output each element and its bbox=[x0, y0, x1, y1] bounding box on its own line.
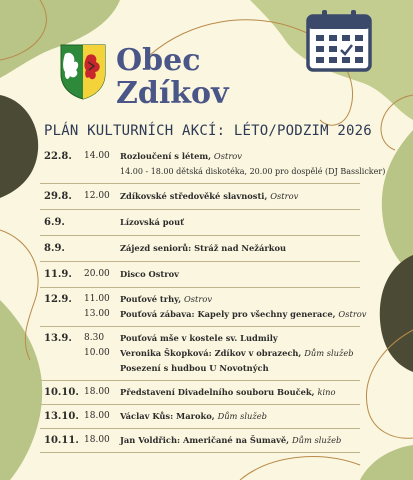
event-time: 10.00 bbox=[84, 348, 110, 358]
event-place: Ostrov bbox=[270, 191, 299, 201]
event-title bbox=[120, 433, 341, 448]
town-name-line1: Obec bbox=[116, 43, 201, 78]
event-title bbox=[120, 241, 286, 256]
event-line bbox=[40, 189, 360, 204]
event-row bbox=[40, 236, 360, 262]
event-date: 10.10. bbox=[44, 387, 79, 398]
event-date: 29.8. bbox=[44, 191, 72, 202]
event-row bbox=[40, 288, 367, 327]
coat-of-arms-icon bbox=[60, 44, 106, 100]
event-title bbox=[120, 189, 298, 204]
event-line bbox=[40, 215, 360, 230]
event-row bbox=[40, 327, 360, 381]
event-title-text: Disco Ostrov bbox=[120, 269, 179, 279]
event-row bbox=[40, 405, 360, 429]
event-title-text: Jan Voldřich: Američané na Šumavě, bbox=[120, 435, 290, 445]
event-line bbox=[40, 361, 360, 376]
event-title-text: Zdíkovské středověké slavnosti, bbox=[120, 191, 268, 201]
event-row bbox=[40, 184, 360, 210]
event-title bbox=[120, 267, 179, 282]
event-place: Dům služeb bbox=[304, 348, 354, 358]
event-title bbox=[120, 292, 212, 307]
event-title-text: Pouťová zábava: Kapely pro všechny generace, bbox=[120, 309, 336, 319]
event-line bbox=[40, 307, 367, 322]
event-line bbox=[40, 149, 360, 164]
page-heading: PLÁN KULTURNÍCH AKCÍ: LÉTO/PODZIM 2026 bbox=[44, 123, 372, 139]
event-title-text: Rozloučení s létem, bbox=[120, 151, 212, 161]
event-row bbox=[40, 146, 386, 184]
event-date: 13.9. bbox=[44, 333, 72, 344]
event-row bbox=[40, 429, 360, 453]
event-title bbox=[120, 361, 269, 376]
event-title-text: Lízovská pouť bbox=[120, 217, 184, 227]
event-line bbox=[40, 346, 360, 361]
event-title-text: Pouťová mše v kostele sv. Ludmily bbox=[120, 333, 278, 343]
event-list bbox=[40, 146, 386, 453]
event-title bbox=[120, 215, 184, 230]
event-time: 18.00 bbox=[84, 411, 110, 421]
event-time: 13.00 bbox=[84, 309, 110, 319]
event-line bbox=[40, 385, 360, 400]
event-time: 12.00 bbox=[84, 191, 110, 201]
event-time: 18.00 bbox=[84, 435, 110, 445]
event-row bbox=[40, 210, 360, 236]
event-date: 6.9. bbox=[44, 217, 65, 228]
event-place: Ostrov bbox=[338, 309, 367, 319]
event-subtitle: 14.00 - 18.00 dětská diskotéka, 20.00 pro dospělé (DJ Basslicker) bbox=[120, 167, 386, 176]
event-line bbox=[40, 409, 360, 424]
calendar-check-icon bbox=[305, 8, 373, 72]
event-line bbox=[40, 292, 360, 307]
event-time: 20.00 bbox=[84, 269, 110, 279]
event-title-text: Veronika Škopková: Zdíkov v obrazech, bbox=[120, 348, 302, 358]
event-title-text: Představení Divadelního souboru Bouček, bbox=[120, 387, 315, 397]
event-place: kino bbox=[317, 387, 336, 397]
event-title-text: Posezení s hudbou U Novotných bbox=[120, 363, 269, 373]
event-title bbox=[120, 409, 267, 424]
event-date: 13.10. bbox=[44, 411, 79, 422]
event-title bbox=[120, 307, 366, 322]
logo bbox=[60, 43, 229, 112]
event-title-text: Václav Kůs: Maroko, bbox=[120, 411, 215, 421]
event-title bbox=[120, 149, 242, 164]
event-date: 8.9. bbox=[44, 243, 65, 254]
event-title bbox=[120, 346, 354, 361]
event-place: Ostrov bbox=[183, 294, 213, 304]
event-time: 11.00 bbox=[84, 294, 110, 304]
event-place: Ostrov bbox=[213, 151, 242, 161]
event-line bbox=[40, 164, 386, 179]
event-time: 14.00 bbox=[84, 151, 110, 161]
event-date: 11.9. bbox=[44, 269, 72, 280]
town-name-line2: Zdíkov bbox=[116, 76, 229, 111]
event-time: 18.00 bbox=[84, 387, 110, 397]
event-line bbox=[40, 433, 360, 448]
event-line bbox=[40, 331, 360, 346]
event-row bbox=[40, 381, 360, 405]
event-row bbox=[40, 262, 360, 288]
event-title bbox=[120, 331, 278, 346]
event-date: 12.9. bbox=[44, 294, 72, 305]
event-date: 22.8. bbox=[44, 151, 72, 162]
event-time: 8.30 bbox=[84, 333, 105, 343]
event-title bbox=[120, 385, 336, 400]
event-place: Dům služeb bbox=[291, 435, 342, 445]
event-line bbox=[40, 267, 360, 282]
event-line bbox=[40, 241, 360, 256]
event-date: 10.11. bbox=[44, 435, 79, 446]
event-title-text: Pouťové trhy, bbox=[120, 294, 182, 304]
event-title-text: Zájezd seniorů: Stráž nad Nežárkou bbox=[120, 243, 287, 253]
event-place: Dům služeb bbox=[217, 411, 267, 421]
